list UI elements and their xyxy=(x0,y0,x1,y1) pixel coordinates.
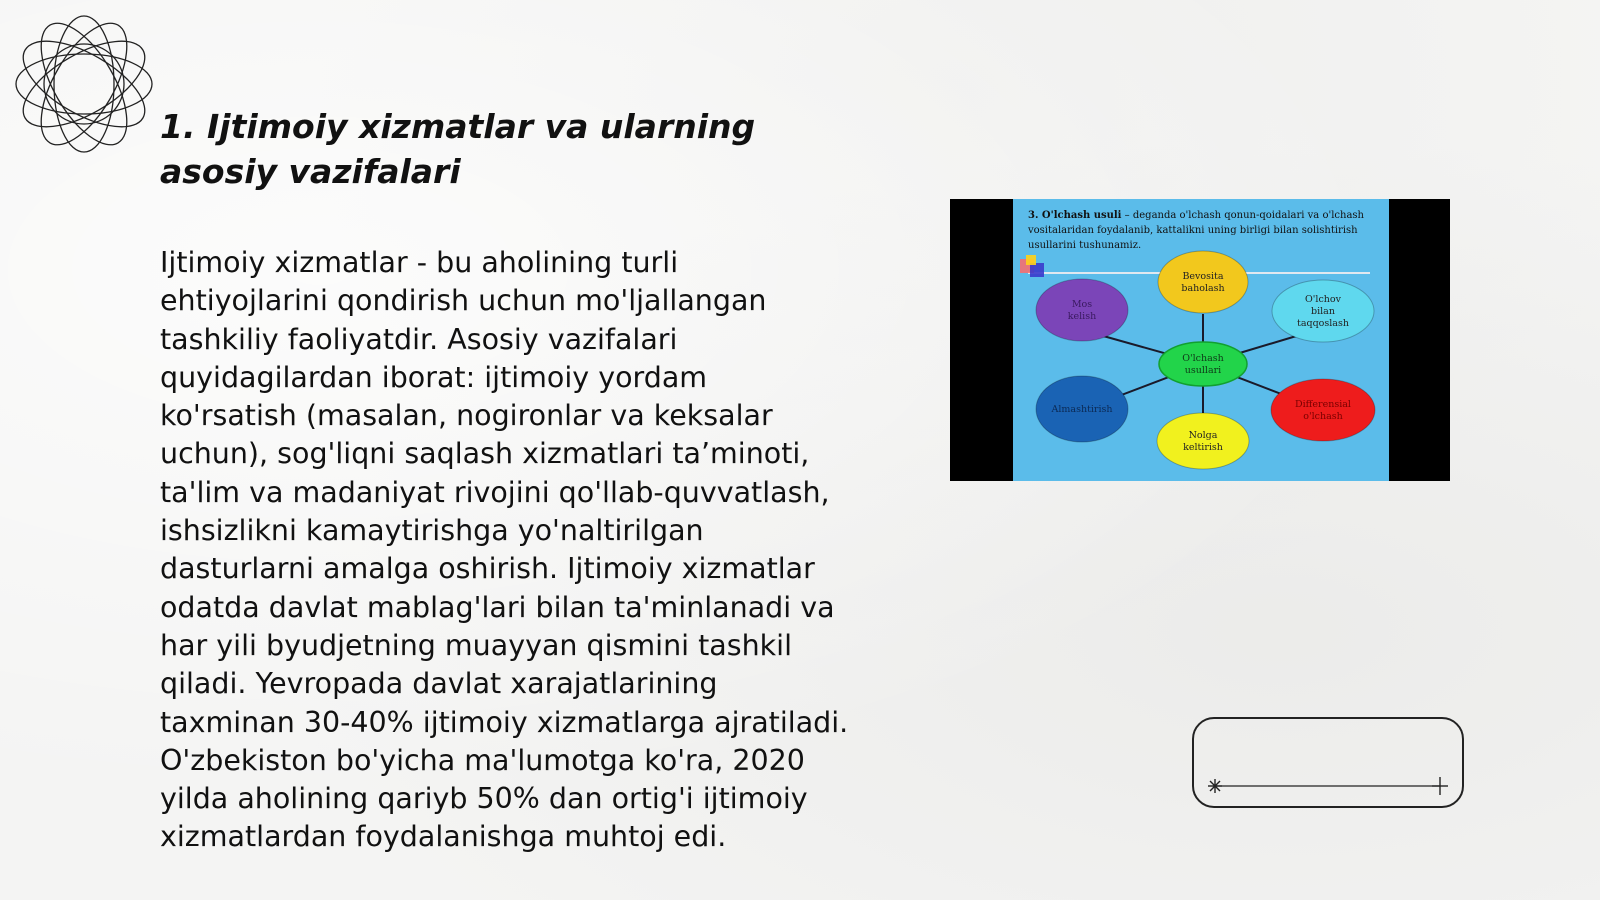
diagram-node-label: keltirish xyxy=(1183,442,1223,453)
embedded-diagram-image xyxy=(950,199,1450,481)
diagram-node-label: Nolga xyxy=(1188,430,1218,441)
diagram-node-4 xyxy=(1157,413,1249,469)
decorative-line-with-stars xyxy=(1200,776,1450,796)
diagram-node-label: Almashtirish xyxy=(1051,404,1113,415)
diagram-heading-line2: vositalaridan foydalanib, kattalikni uning birligi bilan solishtirish xyxy=(1028,225,1358,236)
diagram-center-label-line1: O'lchash xyxy=(1182,353,1224,364)
diagram-node-3 xyxy=(1271,379,1375,441)
diagram-node-label: bilan xyxy=(1311,306,1335,317)
diagram-node-label: Differensial xyxy=(1295,399,1351,410)
slide-body-text: Ijtimoiy xizmatlar - bu aholining turli ehtiyojlarini qondirish uchun mo'ljallangan tashkiliy faoliyatdir. Asosiy vazifalari quyidagilardan iborat: ijtimoiy yordam ko'rsatish (masalan, nogironlar va keksalar uchun), sog'liqni saqlash xizmatlari ta’minoti, ta'lim va madaniyat rivojini qo'llab-quvvatlash, ishsizlikni kamaytirishga yo'naltirilgan dasturlarni amalga oshirish. Ijtimoiy xizmatlar odatda davlat mablag'lari bilan ta'minlanadi va har yili byudjetning muayyan qismini tashkil qiladi. Yevropada davlat xarajatlarining taxminan 30-40% ijtimoiy xizmatlarga ajratiladi. O'zbekiston bo'yicha ma'lumotga ko'ra, 2020 yilda aholining qariyb 50% dan ortig'i ijtimoiy xizmatlardan foydalanishga muhtoj edi. xyxy=(160,246,849,854)
diagram-node-label: Mos xyxy=(1071,299,1093,310)
diagram-node-label: o'lchash xyxy=(1303,411,1343,422)
diagram-node-6 xyxy=(1036,279,1128,341)
diagram-node-label: Bevosita xyxy=(1182,271,1224,282)
diagram-node-label: taqqoslash xyxy=(1297,318,1349,329)
diagram-node-5 xyxy=(1036,376,1128,442)
starburst-icon xyxy=(1208,779,1222,793)
spirograph-ornament xyxy=(10,10,158,158)
diagram-heading-line3: usullarini tushunamiz. xyxy=(1028,240,1142,251)
slide-title: 1. Ijtimoiy xizmatlar va ularning asosiy vazifalari xyxy=(160,107,756,191)
diagram-center-label-line2: usullari xyxy=(1184,365,1222,376)
diagram-heading-line1: 3. O'lchash usuli – deganda o'lchash qonun-qoidalari va o'lchash xyxy=(1028,210,1364,221)
diagram-node-label: kelish xyxy=(1067,311,1097,322)
diagram-center-node xyxy=(1159,342,1247,386)
cross-sparkle-icon xyxy=(1432,777,1448,795)
measurement-methods-diagram xyxy=(950,199,1450,481)
diagram-node-2 xyxy=(1272,280,1374,342)
diagram-node-1 xyxy=(1158,251,1248,313)
diagram-node-label: baholash xyxy=(1181,283,1225,294)
diagram-node-label: O'lchov xyxy=(1305,294,1341,305)
